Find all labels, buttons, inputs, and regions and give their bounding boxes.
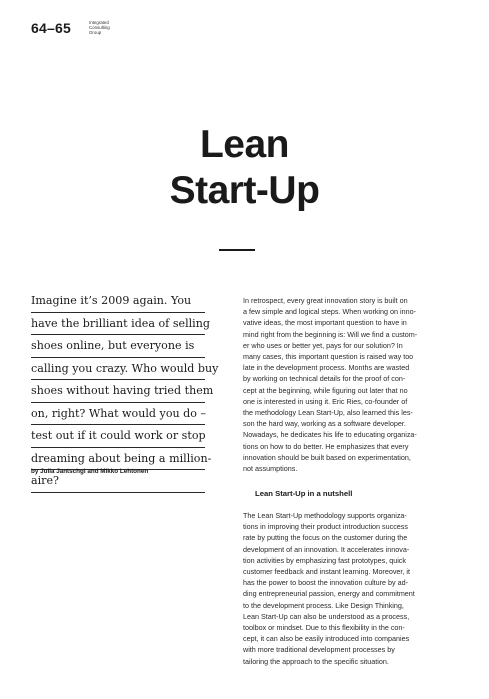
body-line: In retrospect, every great innovation story is built on <box>243 296 408 305</box>
body-line: tions in improving their product introduction success <box>243 522 408 532</box>
body-line: The Lean Start-Up methodology supports organiza- <box>243 511 407 520</box>
body-line: by working on technical details for the proof of con- <box>243 374 406 384</box>
body-line: tailoring the approach to the specific situation. <box>243 656 389 666</box>
body-line: cept, it can also be easily introduced into companies <box>243 634 410 644</box>
body-line: ding entrepreneurial passion, energy and commitment <box>243 589 415 599</box>
brand-line: Group <box>89 30 102 36</box>
body-line: the methodology Lean Start-Up, also learned this les- <box>243 408 413 418</box>
lead-line: have the brilliant idea of selling <box>31 313 205 336</box>
brand-label <box>89 20 110 36</box>
lead-line: shoes without having tried them <box>31 380 205 403</box>
body-line: son the hard way, working as a software developer. <box>243 419 406 429</box>
body-line: late in the development process. Months are wasted <box>243 363 410 373</box>
page-title <box>0 122 489 214</box>
body-line: tion activities by emphasizing fast prototypes, quick <box>243 555 406 565</box>
brand-line: Integrated <box>89 20 109 25</box>
section-subheading: Lean Start-Up in a nutshell <box>255 489 353 498</box>
title-line: Start-Up <box>169 169 320 212</box>
body-paragraph-nutshell <box>243 510 448 667</box>
body-line: a few simple and logical steps. When working on inno- <box>243 307 416 317</box>
body-paragraph-intro <box>243 295 448 474</box>
body-line: er who uses or better yet, pays for our solution? In <box>243 340 403 350</box>
lead-line: shoes online, but everyone is <box>31 335 205 358</box>
page-number: 64–65 <box>31 20 71 36</box>
body-line: to the development process. Like Design Thinking, <box>243 600 404 610</box>
body-line: cept at the beginning, while figuring out later that no <box>243 385 408 395</box>
body-line: toolbox or mindset. Due to this flexibility in the con- <box>243 623 405 633</box>
body-line: customer feedback and instant learning. Moreover, it <box>243 567 410 577</box>
body-line: Lean Start-Up can also be understood as a process, <box>243 611 410 621</box>
body-line: innovation should be built based on experimentation, <box>243 452 411 462</box>
lead-line: Imagine it’s 2009 again. You <box>31 290 205 313</box>
title-divider <box>219 249 255 251</box>
body-line: Nowadays, he dedicates his life to educating organiza- <box>243 430 417 440</box>
body-line: mind right from the beginning is: Will we find a custom- <box>243 329 418 339</box>
lead-line: on, right? What would you do – <box>31 403 205 426</box>
lead-line: aire? <box>31 470 205 493</box>
body-line: rate by putting the focus on the customer during the <box>243 533 408 543</box>
body-line: development of an innovation. It accelerates innova- <box>243 544 410 554</box>
body-line: with more traditional development processes by <box>243 645 395 655</box>
lead-paragraph <box>31 290 219 493</box>
title-line: Lean <box>199 123 290 166</box>
lead-line: test out if it could work or stop <box>31 425 205 448</box>
lead-line: dreaming about being a million- <box>31 448 205 471</box>
body-line: has the power to boost the innovation culture by ad- <box>243 578 409 588</box>
lead-line: calling you crazy. Who would buy <box>31 358 205 381</box>
author-byline: by Julia Jantschgi and Mikko Lehtonen <box>31 468 149 475</box>
body-line: not assumptions. <box>243 464 298 474</box>
body-line: one is interested in using it. Eric Ries, co-founder of <box>243 396 408 406</box>
body-line: vative ideas, the most important question to have in <box>243 318 407 328</box>
body-line: tions on how to do better. He emphasizes that every <box>243 441 409 451</box>
brand-line: Consulting <box>89 25 110 31</box>
body-line: many cases, this important question is raised way too <box>243 352 414 362</box>
